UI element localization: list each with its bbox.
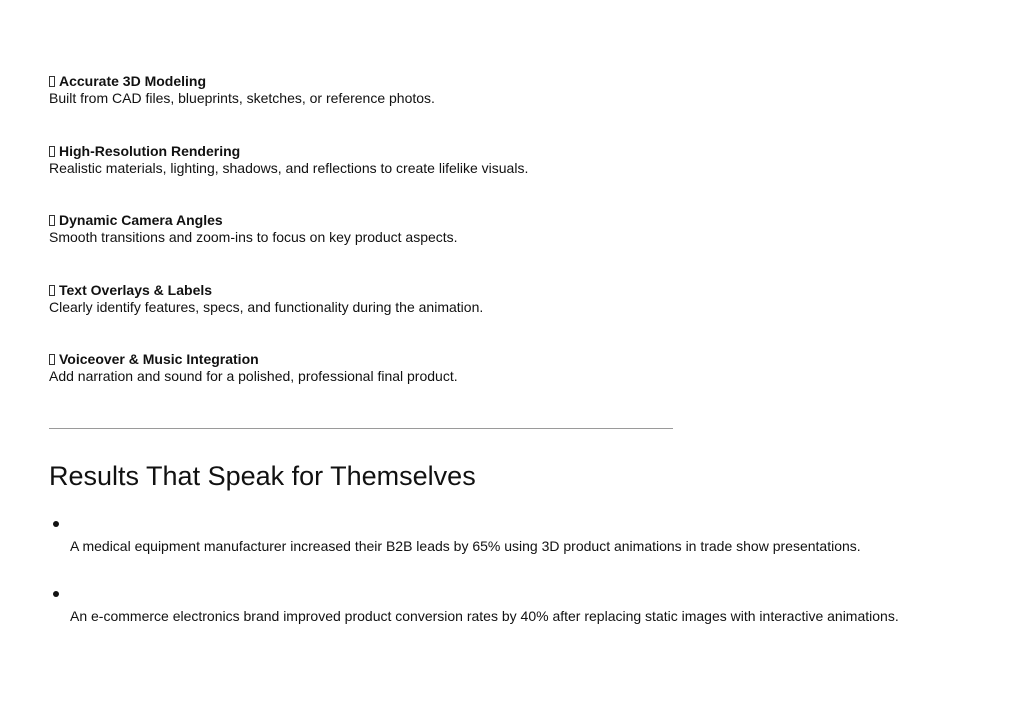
results-list [49,513,1009,653]
feature-title: Voiceover & Music Integration [59,351,259,367]
feature-title: High-Resolution Rendering [59,142,241,159]
feature-title: Dynamic Camera Angles [59,212,223,228]
feature-description: Add narration and sound for a polished, professional final product. [49,368,458,384]
box-glyph-icon [49,215,55,226]
section-heading: Results That Speak for Themselves [49,461,476,491]
feature-description: Smooth transitions and zoom-ins to focus on key product aspects. [49,229,458,245]
box-glyph-icon [49,285,55,296]
feature-item [49,350,989,420]
feature-item [49,142,989,212]
feature-item [49,281,989,351]
feature-description: Realistic materials, lighting, shadows, and reflections to create lifelike visuals. [49,159,529,176]
list-item [49,513,1009,583]
feature-item [49,72,989,142]
result-text: An e-commerce electronics brand improved product conversion rates by 40% after replacing static images with interactive animations. [70,608,899,624]
box-glyph-icon [49,354,55,365]
feature-title-row [49,211,989,229]
box-glyph-icon [49,146,55,157]
feature-description: Clearly identify features, specs, and functionality during the animation. [49,298,484,315]
feature-title-row [49,350,989,368]
feature-title-row [49,281,989,299]
feature-description: Built from CAD files, blueprints, sketches, or reference photos. [49,90,435,106]
feature-title: Accurate 3D Modeling [59,73,207,89]
feature-title: Text Overlays & Labels [59,281,213,298]
list-item [49,583,1009,653]
feature-title-row [49,142,989,160]
feature-list [49,72,989,420]
bullet-icon [53,521,59,527]
result-text: A medical equipment manufacturer increased their B2B leads by 65% using 3D product animations in trade show presentations. [70,538,861,554]
feature-item [49,211,989,281]
box-glyph-icon [49,76,55,87]
horizontal-divider [49,428,673,429]
feature-title-row [49,72,989,90]
bullet-icon [53,591,59,597]
